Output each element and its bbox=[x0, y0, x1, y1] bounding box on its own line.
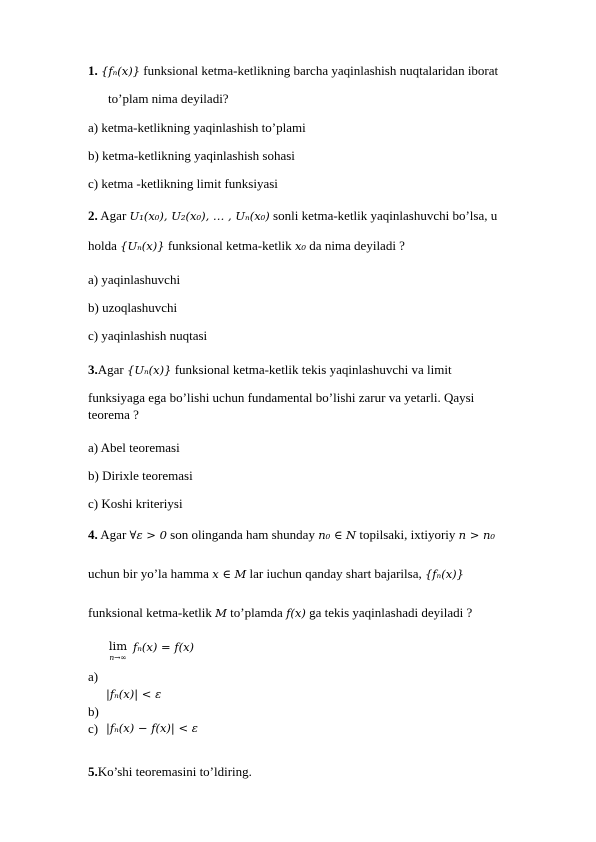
question-4-agar: Agar bbox=[97, 527, 130, 542]
question-4-option-c-label: c) bbox=[88, 721, 99, 736]
question-1-formula: {fₙ(x)} bbox=[101, 64, 141, 78]
question-3-number: 3. bbox=[88, 362, 98, 377]
question-3-line-2: funksiyaga ega bo’lishi uchun fundamental bo’lishi zarur va yetarli. Qaysi bbox=[88, 390, 475, 405]
question-4-text-b: topilsaki, ixtiyoriy bbox=[356, 527, 459, 542]
question-4-text-e: funksional ketma-ketlik bbox=[88, 605, 216, 620]
question-5-text: Ko’shi teoremasini to’ldiring. bbox=[97, 764, 252, 779]
question-4-text-f: to’plamda bbox=[226, 605, 287, 620]
question-4-line-2 bbox=[88, 566, 464, 582]
question-2-formula-point: x₀ bbox=[294, 239, 307, 253]
question-2-formula-sequence: U₁(x₀), U₂(x₀), … , Uₙ(x₀) bbox=[129, 209, 270, 223]
question-4-formula-fx: f(x) bbox=[286, 606, 306, 620]
question-4-text-a: son olinganda ham shunday bbox=[166, 527, 319, 542]
question-2-text-c: da nima deyiladi ? bbox=[306, 238, 405, 253]
question-1-option-b: b) ketma-ketlikning yaqinlashish sohasi bbox=[88, 148, 295, 163]
question-4-option-a-formula: fₙ(x) = f(x) bbox=[133, 640, 195, 654]
question-2-option-a: a) yaqinlashuvchi bbox=[88, 272, 181, 287]
question-3-line-3: teorema ? bbox=[88, 407, 139, 422]
question-4-formula-epsilon: ∀ε > 0 bbox=[129, 528, 167, 542]
question-4-text-c: uchun bir yo’la hamma bbox=[88, 566, 213, 581]
question-4-formula-n0: n₀ ∈ N bbox=[318, 528, 357, 542]
question-3-text-a: funksional ketma-ketlik tekis yaqinlashuvchi va limit bbox=[171, 362, 452, 377]
question-1-line-1 bbox=[88, 63, 498, 79]
question-4-formula-n-gt-n0: n > n₀ bbox=[458, 528, 496, 542]
question-5-number: 5. bbox=[88, 764, 98, 779]
question-2-text-b: funksional ketma-ketlik bbox=[164, 238, 295, 253]
question-2-agar: Agar bbox=[97, 208, 130, 223]
question-3-option-a: a) Abel teoremasi bbox=[88, 440, 180, 455]
question-3-formula: {Uₙ(x)} bbox=[127, 363, 172, 377]
question-4-line-3 bbox=[88, 605, 472, 621]
question-4-formula-fn: {fₙ(x)} bbox=[424, 567, 464, 581]
question-2-formula-function: {Uₙ(x)} bbox=[120, 239, 165, 253]
question-4-text-g: ga tekis yaqinlashadi deyiladi ? bbox=[305, 605, 473, 620]
question-3-line-1 bbox=[88, 362, 452, 378]
question-4-option-c-formula: |fₙ(x) − f(x)| < ε bbox=[106, 721, 198, 735]
question-2-option-b: b) uzoqlashuvchi bbox=[88, 300, 178, 315]
question-2-line-1 bbox=[88, 208, 497, 224]
question-2-number: 2. bbox=[88, 208, 98, 223]
question-4-text-d: lar iuchun qanday shart bajarilsa, bbox=[246, 566, 425, 581]
question-1-option-c: c) ketma -ketlikning limit funksiyasi bbox=[88, 176, 278, 191]
limit-operator: lim bbox=[108, 639, 128, 653]
question-4-formula-x-in-m: x ∈ M bbox=[212, 567, 247, 581]
question-1-option-a: a) ketma-ketlikning yaqinlashish to’plami bbox=[88, 120, 306, 135]
question-2-text-a: sonli ketma-ketlik yaqinlashuvchi bo’lsa, u bbox=[269, 208, 498, 223]
question-3-agar: Agar bbox=[97, 362, 127, 377]
question-4-option-b-formula: |fₙ(x)| < ε bbox=[106, 687, 162, 701]
question-2-line-2 bbox=[88, 238, 405, 254]
question-2-option-c: c) yaqinlashish nuqtasi bbox=[88, 328, 208, 343]
question-1-text: funksional ketma-ketlikning barcha yaqinlashish nuqtalaridan iborat bbox=[140, 63, 499, 78]
question-4-limit bbox=[106, 640, 130, 662]
question-3-option-b: b) Dirixle teoremasi bbox=[88, 468, 193, 483]
limit-subscript: n→∞ bbox=[109, 653, 127, 662]
question-4-option-b-label: b) bbox=[88, 704, 99, 719]
question-5-line-1 bbox=[88, 764, 252, 780]
question-4-line-1 bbox=[88, 527, 495, 543]
question-4-formula-m: M bbox=[215, 606, 227, 620]
question-2-holda: holda bbox=[88, 238, 121, 253]
question-4-option-a-label: a) bbox=[88, 669, 99, 684]
question-3-option-c: c) Koshi kriteriysi bbox=[88, 496, 183, 511]
question-4-number: 4. bbox=[88, 527, 98, 542]
question-1-number: 1. bbox=[88, 63, 98, 78]
question-1-line-2: to’plam nima deyiladi? bbox=[108, 91, 229, 106]
